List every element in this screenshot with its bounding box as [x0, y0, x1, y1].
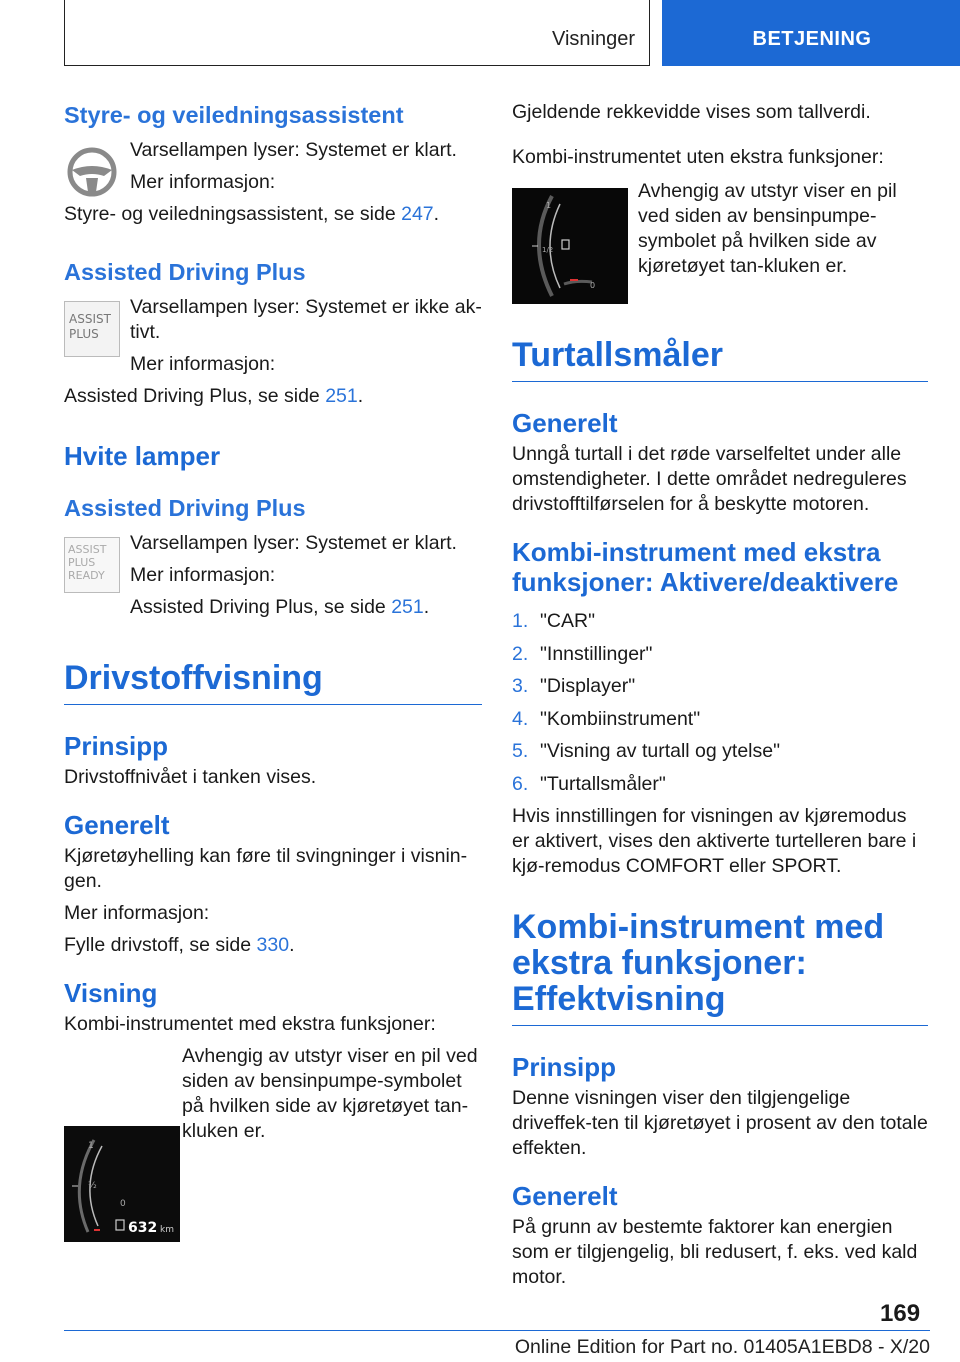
list-item [512, 707, 928, 732]
assist1-line-2: Mer informasjon: [130, 353, 276, 375]
white-lamps-section [64, 441, 482, 620]
fuel-gauge-extended-graphic [64, 1126, 180, 1242]
assist2-line-1: Varsellampen lyser: Systemet er klart. [130, 532, 457, 554]
header-section-label: Visninger [551, 28, 635, 50]
assist2-row [64, 531, 482, 620]
basic-gauge-half-label: 1/2 [542, 246, 554, 254]
assist2-heading: Assisted Driving Plus [64, 495, 306, 521]
steering-ref-suffix: . [433, 203, 440, 225]
step-number: 4. [512, 707, 529, 730]
assist1-page-link[interactable]: 251 [325, 385, 358, 407]
step-number: 3. [512, 675, 529, 697]
step-number: 1. [512, 610, 529, 632]
fuel-display-heading: Visning [64, 978, 158, 1008]
tach-activate-heading: Kombi-instrument med ekstra funksjoner: Aktivere/deaktivere [512, 537, 899, 597]
fuel-range-unit: km [160, 1225, 174, 1235]
assist1-ref [64, 384, 482, 409]
power-general-heading: Generelt [512, 1181, 618, 1211]
footer-rule [64, 1330, 930, 1331]
fuel-gauge-basic-image [512, 188, 628, 304]
assist-ready-icon-text-1: ASSIST [68, 543, 107, 556]
basic-gauge-empty-label: 0 [590, 281, 596, 290]
list-item [512, 739, 928, 764]
power-general-text: På grunn av bestemte faktorer kan energien som er tilgjengelig, bli redusert, f. eks. ved kald motor. [512, 1216, 918, 1288]
basic-gauge-full-label: 1 [546, 201, 552, 210]
assist2-ref-text: Assisted Driving Plus, se side [130, 596, 392, 618]
steering-page-link[interactable]: 247 [401, 203, 434, 225]
fuel-gauge-extended-image [64, 1126, 180, 1242]
header-section-tab [64, 0, 650, 66]
fuel-principle-heading: Prinsipp [64, 731, 169, 761]
tach-steps-list [512, 609, 928, 797]
steering-line-2: Mer informasjon: [130, 171, 276, 193]
list-item [512, 642, 928, 667]
basic-fuel-pump-icon [562, 240, 569, 249]
left-column [64, 100, 482, 1151]
fuel-range-value: 632 [128, 1220, 158, 1236]
step-number: 5. [512, 740, 529, 762]
fuel-general-heading: Generelt [64, 810, 170, 840]
tach-general-text: Unngå turtall i det røde varselfeltet under alle omstendigheter. I dette området nedreguleres drivstofftilførselen for å beskytte motoren. [512, 443, 907, 515]
fuel-display-desc: Avhengig av utstyr viser en pil ved siden av bensinpumpe-symbolet på hvilken side av kjøretøyet tan-kluken er. [182, 1045, 478, 1142]
step-number: 6. [512, 772, 529, 795]
fuel-general-text: Kjøretøyhelling kan føre til svingninger i visnin-gen. [64, 845, 468, 892]
power-principle-heading: Prinsipp [512, 1052, 617, 1082]
range-text: Gjeldende rekkevidde vises som tallverdi. [512, 101, 871, 123]
fuel-page-link[interactable]: 330 [256, 934, 290, 956]
assist1-line-1: Varsellampen lyser: Systemet er ikke ak-tivt. [130, 296, 482, 343]
fuel-display-text: Kombi-instrumentet med ekstra funksjoner: [64, 1013, 436, 1035]
steering-ref-text: Styre- og veiledningsassistent, se side [64, 203, 402, 225]
fuel-ref [64, 933, 482, 958]
list-item [512, 674, 928, 699]
fuel-more-info: Mer informasjon: [64, 902, 210, 924]
assist1-row [64, 295, 482, 377]
fuel-section [64, 660, 482, 1144]
tach-title: Turtallsmåler [512, 337, 928, 382]
steering-wheel-icon [64, 144, 120, 200]
step-number: 2. [512, 642, 529, 665]
assist2-ref [130, 595, 482, 620]
fuel-ref-text: Fylle drivstoff, se side [64, 934, 257, 956]
steering-row [64, 138, 482, 195]
assist1-heading: Assisted Driving Plus [64, 259, 306, 285]
assist-plus-icon-text-2: PLUS [69, 327, 99, 341]
fuel-gauge-empty-label: 0 [120, 1199, 126, 1209]
header-chapter-label: BETJENING [752, 28, 872, 50]
steering-line-1: Varsellampen lyser: Systemet er klart. [130, 139, 457, 161]
step-text: "Displayer" [540, 675, 636, 697]
assist-ready-icon-text-2: PLUS [68, 556, 96, 569]
step-text: "Visning av turtall og ytelse" [540, 740, 781, 762]
assist2-line-2: Mer informasjon: [130, 564, 276, 586]
assist-plus-ready-icon [64, 537, 120, 593]
basic-instrument-desc: Avhengig av utstyr viser en pil ved siden av bensinpumpe-symbolet på hvilken side av kjøretøyet tan-kluken er. [638, 180, 897, 277]
tach-general-heading: Generelt [512, 408, 618, 438]
page-number: 169 [880, 1300, 921, 1327]
basic-instrument-text: Kombi-instrumentet uten ekstra funksjoner: [512, 146, 884, 168]
fuel-ref-suffix: . [289, 934, 295, 956]
white-lamps-heading: Hvite lamper [64, 441, 221, 471]
list-item [512, 609, 928, 634]
assist1-ref-suffix: . [357, 385, 364, 407]
fuel-gauge-basic-graphic [512, 188, 628, 304]
list-item [512, 772, 928, 797]
footer-edition: Online Edition for Part no. 01405A1EBD8 - X/20 [514, 1336, 930, 1358]
tach-note: Hvis innstillingen for visningen av kjøremodus er aktivert, vises den aktiverte turtelleren bare i kjø-remodus COMFORT eller SPORT. [512, 805, 917, 877]
assist-ready-icon-text-3: READY [68, 569, 105, 582]
fuel-principle-text: Drivstoffnivået i tanken vises. [64, 766, 317, 788]
steering-section [64, 100, 482, 227]
fuel-gauge-full-label: 1 [88, 1141, 94, 1151]
step-text: "CAR" [540, 610, 596, 632]
step-text: "Kombiinstrument" [540, 707, 701, 730]
assist-plus-icon [64, 301, 120, 357]
power-principle-text: Denne visningen viser den tilgjengelige driveffek-ten til kjøretøyet i prosent av den totale effekten. [512, 1087, 928, 1159]
steering-ref [64, 202, 482, 227]
assist-plus-icon-text-1: ASSIST [69, 312, 111, 326]
fuel-title: Drivstoffvisning [64, 660, 482, 705]
fuel-pump-icon [116, 1220, 124, 1230]
header-chapter-tab [662, 0, 960, 66]
power-title: Kombi-instrument med ekstra funksjoner: Effektvisning [512, 909, 928, 1026]
assist1-section [64, 257, 482, 409]
assist1-ref-text: Assisted Driving Plus, se side [64, 385, 326, 407]
step-text: "Innstillinger" [540, 642, 653, 665]
assist2-ref-suffix: . [423, 596, 430, 618]
step-text: "Turtallsmåler" [540, 772, 666, 795]
fuel-gauge-half-label: ½ [88, 1181, 97, 1191]
assist2-page-link[interactable]: 251 [391, 596, 424, 618]
footer-text [515, 1336, 930, 1359]
steering-heading: Styre- og veiledningsassistent [64, 102, 404, 128]
